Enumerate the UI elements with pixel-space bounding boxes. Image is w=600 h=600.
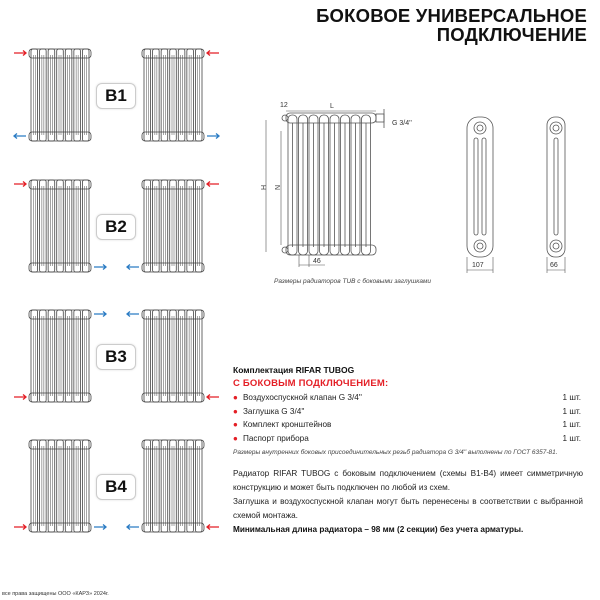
supply-arrow-icon [14, 51, 26, 56]
description [233, 467, 583, 537]
page-title: БОКОВОЕ УНИВЕРСАЛЬНОЕ ПОДКЛЮЧЕНИЕ [316, 5, 587, 45]
supply-arrow-icon [207, 395, 219, 400]
list-item: ● Заглушка G 3/4'' 1 шт. [233, 406, 581, 416]
radiator-side-view-66 [547, 117, 565, 273]
kit-title: Комплектация RIFAR TUBOG [233, 365, 355, 375]
drawing-caption: Размеры радиаторов TUB с боковыми заглушками [274, 278, 432, 285]
description-p2: Заглушка и воздухоспускной клапан могут быть перенесены в соответствии с выбранной схемой монтажа. [233, 497, 583, 520]
supply-arrow-icon [14, 525, 26, 530]
supply-arrow-icon [14, 395, 26, 400]
copyright: все права защищены ООО «КАРЗ» 2024г. [2, 591, 109, 597]
return-arrow-icon [94, 265, 106, 270]
description-p1: Радиатор RIFAR TUBOG с боковым подключением (схемы B1-B4) имеет симметричную конструкцию и может быть подключен по любой из схем. [233, 469, 583, 492]
bullet-icon: ● [233, 420, 238, 429]
scheme-label: B3 [96, 344, 136, 370]
return-arrow-icon [127, 265, 139, 270]
dim-N: N [275, 184, 282, 190]
dim-46: 46 [313, 258, 321, 265]
radiator-right [142, 180, 204, 272]
dim-66: 66 [550, 262, 558, 269]
kit-list [233, 391, 581, 445]
return-arrow-icon [94, 525, 106, 530]
return-arrow-icon [207, 134, 219, 139]
dim-12: 12 [280, 102, 288, 109]
scheme-label: B2 [96, 214, 136, 240]
return-arrow-icon [127, 312, 139, 317]
description-min-length: Минимальная длина радиатора – 98 мм (2 секции) без учета арматуры. [233, 525, 524, 534]
list-item: ● Паспорт прибора 1 шт. [233, 433, 581, 443]
bullet-icon: ● [233, 393, 238, 402]
radiator-left [29, 49, 91, 141]
radiator-right [142, 310, 204, 402]
kit-note: Размеры внутренних боковых присоединительных резьб радиатора G 3/4'' выполнены по ГОСТ 6357-81. [233, 449, 558, 456]
return-arrow-icon [14, 134, 26, 139]
supply-arrow-icon [14, 182, 26, 187]
dim-L: L [330, 103, 334, 110]
radiator-right [142, 49, 204, 141]
kit-subtitle: С БОКОВЫМ ПОДКЛЮЧЕНИЕМ: [233, 378, 389, 389]
list-item: ● Воздухоспускной клапан G 3/4'' 1 шт. [233, 393, 581, 402]
radiator-front-view [282, 109, 384, 255]
radiator-left [29, 180, 91, 272]
thread-label: G 3/4'' [392, 120, 412, 127]
bullet-icon: ● [233, 433, 238, 443]
radiator-side-view-107 [467, 117, 493, 273]
return-arrow-icon [94, 312, 106, 317]
dim-107: 107 [472, 262, 484, 269]
list-item: ● Комплект кронштейнов 1 шт. [233, 420, 581, 429]
supply-arrow-icon [207, 182, 219, 187]
return-arrow-icon [127, 525, 139, 530]
radiator-right [142, 440, 204, 532]
radiator-left [29, 440, 91, 532]
scheme-label: B1 [96, 83, 136, 109]
technical-drawing [250, 95, 600, 275]
radiator-left [29, 310, 91, 402]
dim-H: H [261, 184, 268, 190]
supply-arrow-icon [207, 51, 219, 56]
supply-arrow-icon [207, 525, 219, 530]
scheme-label: B4 [96, 474, 136, 500]
bullet-icon: ● [233, 406, 238, 416]
